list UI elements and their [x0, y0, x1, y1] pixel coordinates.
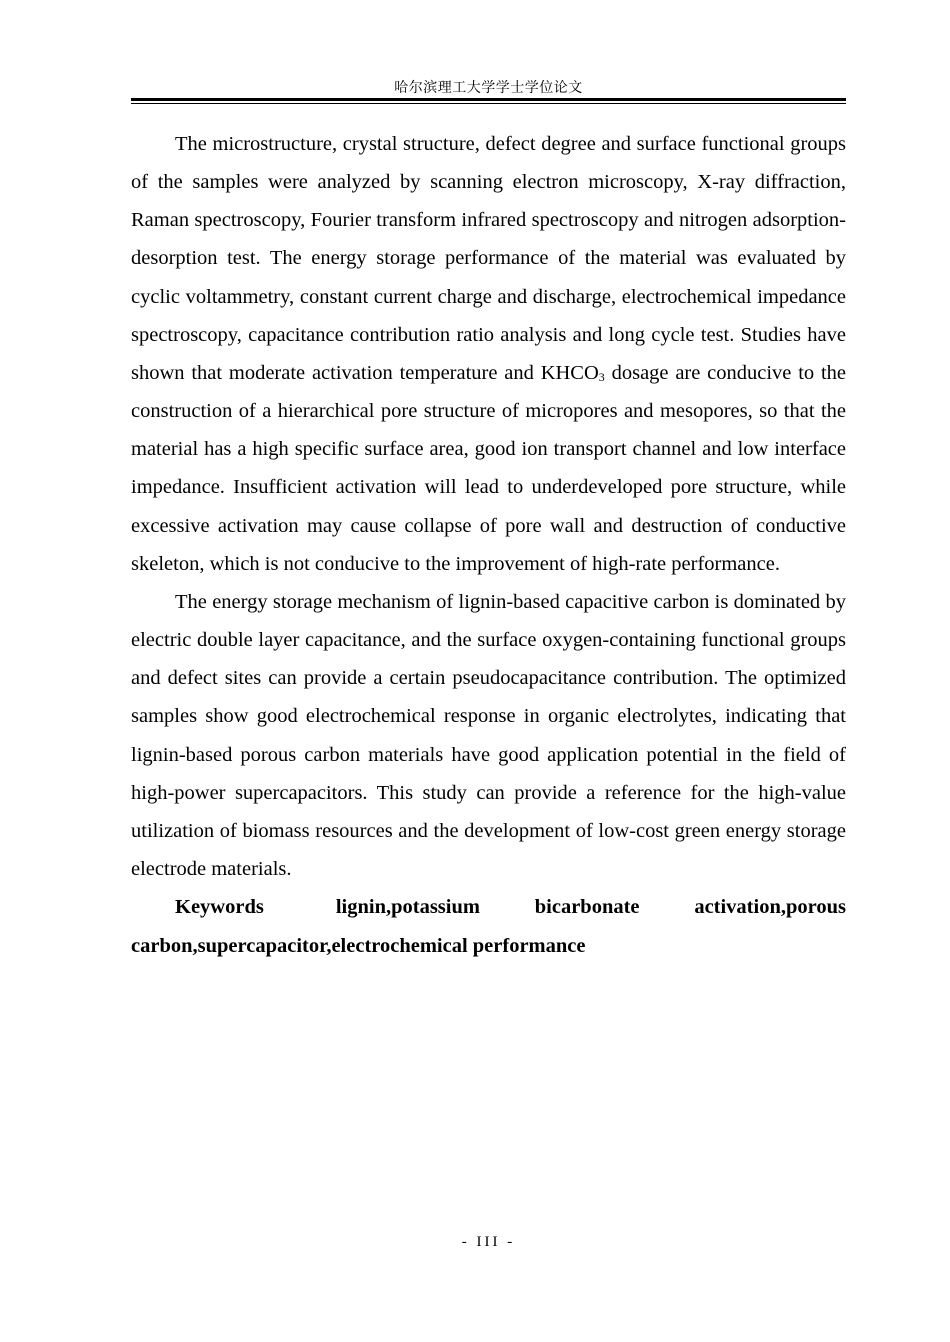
page-number: - III - — [461, 1234, 516, 1250]
abstract-body — [131, 125, 846, 965]
header-rule-thick — [131, 98, 846, 101]
keywords-line — [131, 888, 846, 965]
formula-subscript: 3 — [598, 369, 605, 384]
keywords-label: Keywords — [175, 896, 264, 919]
paragraph-1-text-a: The microstructure, crystal structure, defect degree and surface functional groups of the samples were analyzed by scanning electron microscopy, X-ray diffraction, Raman spectroscopy, Fourier transform infrared spectroscopy and nitrogen adsorption-desorption test. The energy storage performance of the material was evaluated by cyclic voltammetry, constant current charge and discharge, electrochemical impedance spectroscopy, capacitance contribution ratio analysis and long cycle test. Studies have shown that moderate activation temperature and KHCO — [131, 133, 846, 384]
keywords-text: lignin,potassium bicarbonate activation,porous carbon,supercapacitor,electrochemical performance — [131, 896, 846, 957]
paragraph-1-text-b: dosage are conducive to the construction of a hierarchical pore structure of micropores and mesopores, so that the material has a high specific surface area, good ion transport channel and low interface impedance. Insufficient activation will lead to underdeveloped pore structure, while excessive activation may cause collapse of pore wall and destruction of conductive skeleton, which is not conducive to the improvement of high-rate performance. — [131, 361, 846, 575]
abstract-paragraph-2: The energy storage mechanism of lignin-based capacitive carbon is dominated by electric double layer capacitance, and the surface oxygen-containing functional groups and defect sites can provide a certain pseudocapacitance contribution. The optimized samples show good electrochemical response in organic electrolytes, indicating that lignin-based porous carbon materials have good application potential in the field of high-power supercapacitors. This study can provide a reference for the high-value utilization of biomass resources and the development of low-cost green energy storage electrode materials. — [131, 590, 846, 880]
header-rule-thin — [131, 103, 846, 104]
running-header: 哈尔滨理工大学学士学位论文 — [394, 80, 583, 96]
abstract-paragraph-1 — [131, 125, 846, 583]
